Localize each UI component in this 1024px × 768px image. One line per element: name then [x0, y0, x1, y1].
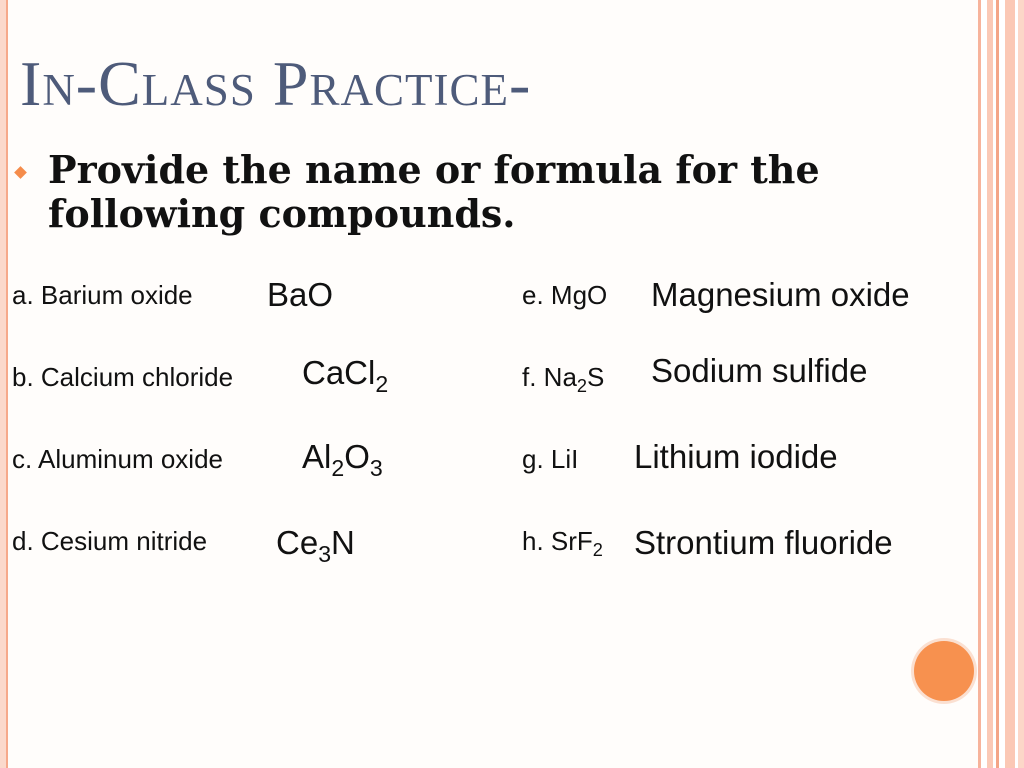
- answer-g: Lithium iodide: [634, 438, 838, 475]
- answer-b: CaCl$_2$: [302, 354, 389, 398]
- diamond-bullet-icon: [14, 166, 27, 179]
- question-f: f. $Na_2S$: [522, 362, 605, 397]
- answer-d: $Ce_3N$: [276, 524, 355, 568]
- decorative-circle: [914, 641, 974, 701]
- answer-f: Sodium sulfide: [651, 352, 868, 389]
- question-h: h. SrF$_2$: [522, 526, 603, 561]
- bullet-text: Provide the name or formula for the following compounds.: [48, 147, 820, 236]
- slide-title: In-Class Practice-: [20, 48, 532, 119]
- question-a: a. Barium oxide: [12, 280, 193, 310]
- answer-e: Magnesium oxide: [651, 276, 910, 313]
- right-border-stripes: [978, 0, 1024, 768]
- question-g: g. LiI: [522, 444, 579, 474]
- question-e: e. MgO: [522, 280, 608, 310]
- question-d: d. Cesium nitride: [12, 526, 208, 556]
- question-b: b. Calcium chloride: [12, 362, 234, 392]
- answer-c: $Al_2O_3$: [302, 438, 383, 482]
- left-border-stripe: [0, 0, 8, 768]
- answer-a: BaO: [267, 276, 334, 313]
- answer-h: Strontium fluoride: [634, 524, 893, 561]
- question-c: c. Aluminum oxide: [12, 444, 223, 474]
